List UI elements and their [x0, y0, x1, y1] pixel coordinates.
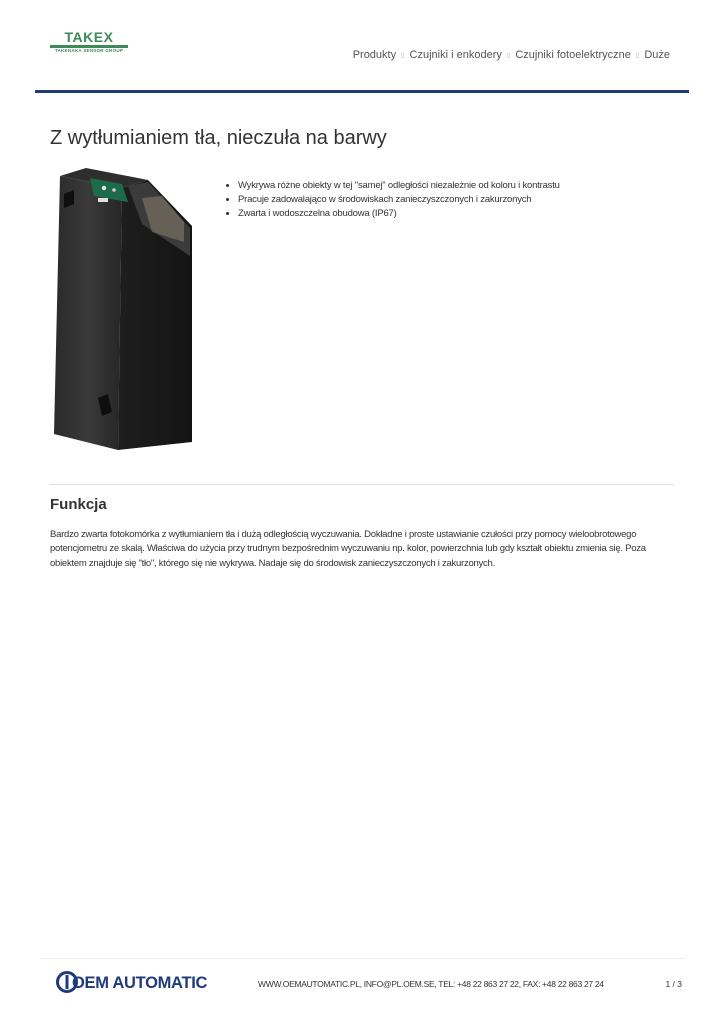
- photoelectric-sensor-image: [52, 166, 198, 456]
- takex-logo: [48, 30, 130, 56]
- footer-divider: [40, 958, 686, 959]
- footer-contact: WWW.OEMAUTOMATIC.PL, INFO@PL.OEM.SE, TEL: +48 22 863 27 22, FAX: +48 22 863 27 24: [258, 979, 604, 989]
- function-heading: Funkcja: [50, 496, 107, 513]
- section-divider: [50, 484, 674, 485]
- function-description: Bardzo zwarta fotokomórka z wytłumianiem tła i dużą odległością wyczuwania. Dokładne i proste ustawianie czułości przy pomocy wieloobrotowego potencjometru ze skalą. Właściwa do użycia przy trudnym bezpośrednim wyczuwaniu np. kolor, powierzchnia lub gdy kształt obiektu zmienia się. Poza obiektem znajduje się "tło", którego się nie wykrywa. Nadaje się do środowisk zanieczyszczonych i zakurzonych.: [50, 529, 646, 569]
- page-title: Z wytłumianiem tła, nieczuła na barwy: [50, 127, 387, 149]
- breadcrumb-item-photoelectric[interactable]: Czujniki fotoelektryczne: [515, 49, 631, 61]
- takex-brand: TAKEX: [64, 29, 114, 45]
- feature-item: • Wykrywa różne obiekty w tej "samej" odległości niezależnie od koloru i kontrastu: [238, 179, 560, 193]
- oem-logo-text: OEM AUTOMATIC: [72, 974, 208, 992]
- breadcrumb-separator: ▯: [401, 52, 405, 59]
- feature-item: • Zwarta i wodoszczelna obudowa (IP67): [238, 207, 560, 221]
- breadcrumb-separator: ▯: [635, 52, 640, 59]
- breadcrumb-item-large[interactable]: Duże: [644, 49, 670, 61]
- feature-list: [223, 179, 560, 221]
- oem-automatic-logo: [56, 969, 206, 999]
- breadcrumb-separator: ▯: [506, 52, 511, 59]
- header-divider: [35, 90, 689, 93]
- takex-tagline: TAKENAKA SENSOR GROUP: [54, 48, 124, 53]
- breadcrumb: [353, 49, 670, 61]
- breadcrumb-item-products[interactable]: Produkty: [352, 49, 397, 61]
- feature-item: • Pracuje zadowalająco w środowiskach zanieczyszczonych i zakurzonych: [238, 193, 560, 207]
- breadcrumb-item-sensors-encoders[interactable]: Czujniki i enkodery: [409, 49, 502, 61]
- page-number: 1 / 3: [665, 979, 682, 989]
